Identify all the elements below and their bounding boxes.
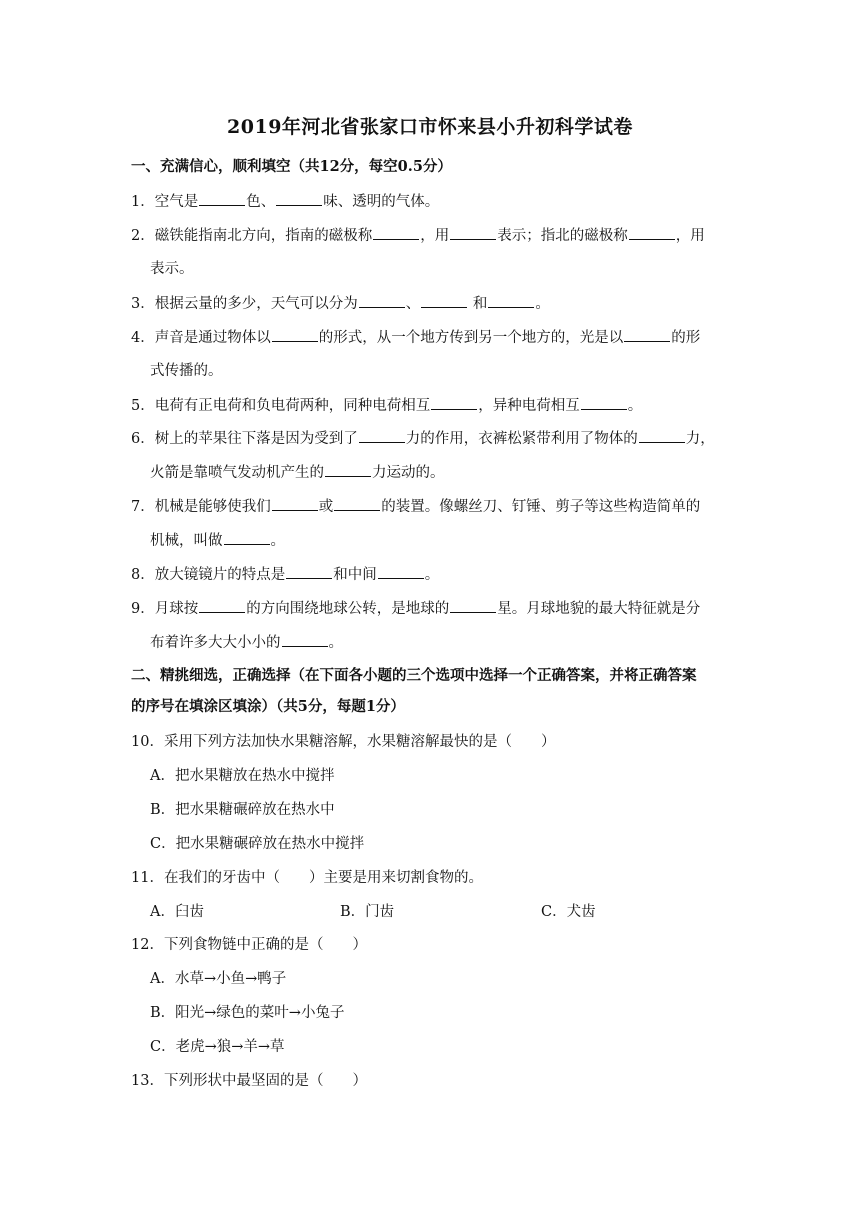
question-6-cont: 火箭是靠喷气发动机产生的 力运动的。 xyxy=(150,462,445,483)
question-2: 2．磁铁能指南北方向，指南的磁极称 ，用 表示；指北的磁极称 ，用 xyxy=(131,225,705,246)
answer-blank[interactable] xyxy=(488,293,534,308)
question-4: 4．声音是通过物体以 的形式，从一个地方传到另一个地方的，光是以 的形 xyxy=(131,327,700,348)
option-a[interactable]: A．水草→小鱼→鸭子 xyxy=(150,971,287,987)
answer-blank[interactable] xyxy=(581,395,627,410)
question-5: 5．电荷有正电荷和负电荷两种，同种电荷相互 ，异种电荷相互 。 xyxy=(131,395,642,416)
answer-blank[interactable] xyxy=(282,632,328,647)
question-3: 3．根据云量的多少，天气可以分为 、 和 。 xyxy=(131,293,550,314)
section-2-heading-line1: 二、精挑细选，正确选择（在下面各小题的三个选项中选择一个正确答案，并将正确答案 xyxy=(131,667,697,684)
question-9-cont: 布着许多大大小小的 。 xyxy=(150,632,343,653)
answer-blank[interactable] xyxy=(450,598,496,613)
question-2-cont: 表示。 xyxy=(150,261,194,277)
answer-blank[interactable] xyxy=(624,327,670,342)
answer-blank[interactable] xyxy=(325,462,371,477)
question-10: 10．采用下列方法加快水果糖溶解，水果糖溶解最快的是（ ） xyxy=(131,734,556,750)
question-4-cont: 式传播的。 xyxy=(150,363,223,379)
question-1: 1．空气是 色、 味、透明的气体。 xyxy=(131,191,439,212)
answer-blank[interactable] xyxy=(272,496,318,511)
option-b[interactable]: B．门齿 xyxy=(340,904,395,920)
answer-blank[interactable] xyxy=(421,293,467,308)
answer-blank[interactable] xyxy=(224,530,270,545)
question-11: 11．在我们的牙齿中（ ）主要是用来切割食物的。 xyxy=(131,870,483,886)
exam-title: 2019年河北省张家口市怀来县小升初科学试卷 xyxy=(227,116,633,138)
option-b[interactable]: B．把水果糖碾碎放在热水中 xyxy=(150,802,335,818)
answer-blank[interactable] xyxy=(199,191,245,206)
question-6: 6．树上的苹果往下落是因为受到了 力的作用，衣裤松紧带利用了物体的 力， xyxy=(131,428,715,449)
option-a[interactable]: A．把水果糖放在热水中搅拌 xyxy=(150,768,335,784)
answer-blank[interactable] xyxy=(272,327,318,342)
question-12: 12．下列食物链中正确的是（ ） xyxy=(131,937,367,953)
question-8: 8．放大镜镜片的特点是 和中间 。 xyxy=(131,564,439,585)
question-13: 13．下列形状中最坚固的是（ ） xyxy=(131,1073,367,1089)
question-7: 7．机械是能够使我们 或 的装置。像螺丝刀、钉锤、剪子等这些构造简单的 xyxy=(131,496,700,517)
answer-blank[interactable] xyxy=(629,225,675,240)
section-2-heading-line2: 的序号在填涂区填涂）（共5分，每题1分） xyxy=(131,698,405,715)
option-c[interactable]: C．老虎→狼→羊→草 xyxy=(150,1039,285,1055)
answer-blank[interactable] xyxy=(359,293,405,308)
answer-blank[interactable] xyxy=(378,564,424,579)
answer-blank[interactable] xyxy=(359,428,405,443)
answer-blank[interactable] xyxy=(450,225,496,240)
answer-blank[interactable] xyxy=(431,395,477,410)
answer-blank[interactable] xyxy=(373,225,419,240)
option-a[interactable]: A．臼齿 xyxy=(150,904,204,920)
question-7-cont: 机械，叫做 。 xyxy=(150,530,285,551)
answer-blank[interactable] xyxy=(276,191,322,206)
option-c[interactable]: C．犬齿 xyxy=(541,904,596,920)
section-1-heading: 一、充满信心，顺利填空（共12分，每空0.5分） xyxy=(131,158,452,175)
answer-blank[interactable] xyxy=(286,564,332,579)
question-9: 9．月球按 的方向围绕地球公转，是地球的 星。月球地貌的最大特征就是分 xyxy=(131,598,700,619)
option-c[interactable]: C．把水果糖碾碎放在热水中搅拌 xyxy=(150,836,365,852)
answer-blank[interactable] xyxy=(334,496,380,511)
answer-blank[interactable] xyxy=(639,428,685,443)
option-b[interactable]: B．阳光→绿色的菜叶→小兔子 xyxy=(150,1005,345,1021)
answer-blank[interactable] xyxy=(199,598,245,613)
